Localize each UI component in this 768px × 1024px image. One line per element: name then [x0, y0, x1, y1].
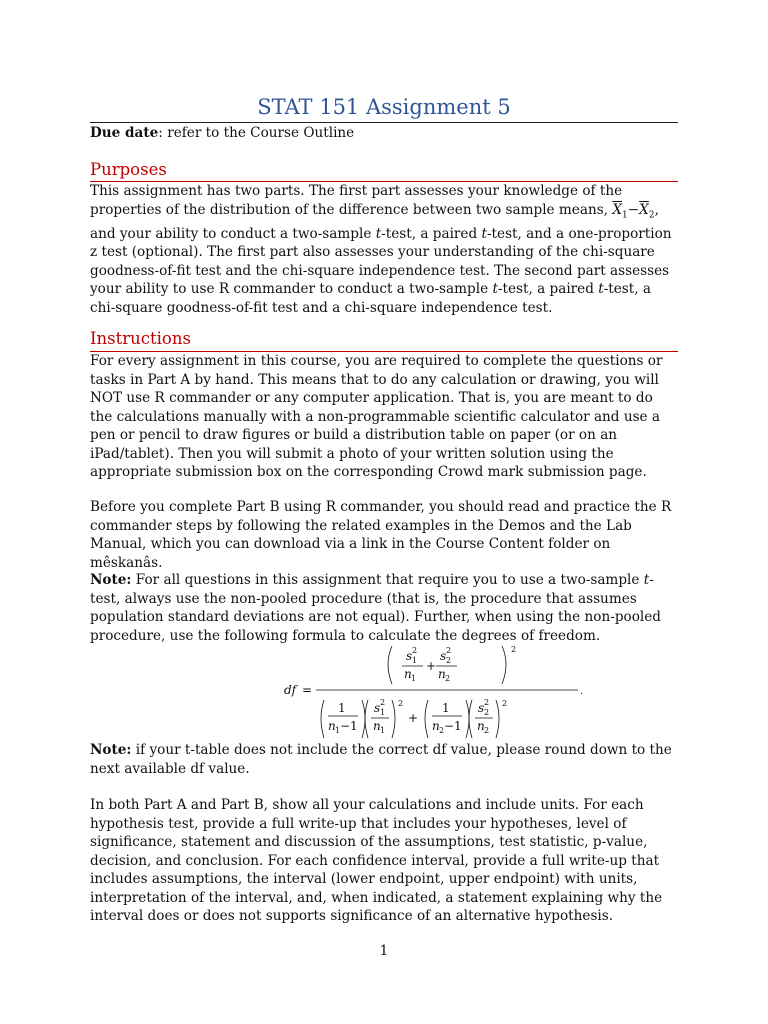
svg-text:2: 2 [484, 698, 490, 707]
numerator-n2: n [438, 667, 446, 681]
numerator-outer-exponent: 2 [511, 645, 517, 654]
svg-text:1: 1 [411, 674, 417, 683]
instructions-paragraph-2: Before you complete Part B using R commander, you should read and practice the R commander steps by following the related examples in the Demos and the Lab Manual, which you can download via a link in the Course Content folder on mêskanâs. [90, 499, 672, 571]
svg-text:2: 2 [446, 656, 452, 665]
svg-text:2: 2 [446, 646, 452, 655]
svg-text:n: n [477, 719, 485, 733]
purposes-text-4: -test, and a one-proportion z test (optional). The first part also assesses your understanding of the chi-square goodness-of-fit test and the chi-square independence test. The second part assesses your ability to use R commander to conduct a two-sample [90, 225, 672, 298]
page-title: STAT 151 Assignment 5 [257, 95, 511, 119]
svg-text:2: 2 [439, 726, 445, 735]
instructions-paragraph-3: In both Part A and Part B, show all your calculations and include units. For each hypothesis test, provide a full write-up that includes your hypotheses, level of significance, statement and discussion of the assumptions, test statistic, p-value, decision, and conclusion. For each confidence interval, provide a full write-up that includes assumptions, the interval (lower endpoint, upper endpoint) with units, interpretation of the interval, and, when indicated, a statement explaining why the interval does or does not supports significance of an alternative hypothesis. [90, 797, 663, 924]
note-paragraph-2 [90, 741, 678, 778]
note-2-text: if your t-table does not include the correct df value, please round down to the next available df value. [90, 742, 672, 777]
svg-text:2: 2 [502, 699, 508, 708]
note-1-text-a: For all questions in this assignment that require you to use a two-sample [131, 572, 644, 588]
formula-numerator [388, 645, 516, 684]
purposes-heading: Purposes [90, 160, 167, 179]
svg-text:n: n [373, 719, 381, 733]
page-number: 1 [379, 943, 389, 959]
purposes-text-2: , and your ability to conduct a two-sample [90, 201, 659, 242]
title-divider [90, 122, 678, 123]
instructions-heading: Instructions [90, 329, 191, 348]
svg-text:1: 1 [338, 701, 346, 715]
degrees-of-freedom-formula [280, 642, 590, 742]
formula-equals: = [302, 683, 313, 697]
note-label: Note: [90, 742, 132, 758]
svg-text:+: + [426, 659, 437, 673]
t-italic: t [375, 225, 382, 242]
purposes-text-3: -test, a paired [381, 225, 482, 242]
due-date-text: : refer to the Course Outline [158, 125, 355, 141]
numerator-s2: s [440, 649, 447, 663]
svg-text:+: + [408, 711, 419, 725]
svg-text:2: 2 [484, 726, 490, 735]
note-paragraph-1 [90, 571, 678, 645]
xbar-difference: $\overline{X}_1-\overline{X}_2$ [612, 201, 655, 221]
note-label: Note: [90, 572, 132, 588]
instructions-paragraph-1: For every assignment in this course, you are required to complete the questions or tasks in Part A by hand. This means that to do any calculation or drawing, you will NOT use R commander or any computer application. That is, you are meant to do the calculations manually with a non-programmable scientific calculator and use a pen or pencil to draw figures or build a distribution table on paper (or on an iPad/tablet). Then you will submit a photo of your written solution using the appropriate submission box on the corresponding Crowd mark submission page. [90, 353, 663, 480]
numerator-s1: s [406, 649, 413, 663]
svg-text:2: 2 [398, 699, 404, 708]
svg-text:2: 2 [412, 646, 418, 655]
svg-text:1: 1 [442, 701, 450, 715]
t-italic: t [643, 572, 650, 588]
svg-text:2: 2 [380, 698, 386, 707]
svg-text:−1: −1 [444, 719, 462, 733]
purposes-text-1: This assignment has two parts. The first part assesses your knowledge of the properties of the distribution of the difference between two sample means, [90, 183, 623, 218]
purposes-paragraph [90, 182, 678, 317]
formula-lhs: df [284, 683, 297, 697]
svg-text:.: . [580, 686, 584, 697]
purposes-text-6: -test, a chi-square goodness-of-fit test and a chi-square independence test. [90, 281, 651, 316]
svg-text:1: 1 [380, 708, 386, 717]
svg-text:n: n [432, 719, 440, 733]
svg-text:s: s [478, 701, 485, 715]
t-italic: t [492, 281, 498, 298]
t-italic: t [481, 225, 487, 242]
svg-text:2: 2 [445, 674, 451, 683]
numerator-n1: n [404, 667, 412, 681]
svg-text:s: s [374, 701, 381, 715]
due-date-line [90, 124, 678, 143]
svg-text:n: n [328, 719, 336, 733]
note-1-text-b: -test, always use the non-pooled procedure (that is, the procedure that assumes population standard deviations are not equal). Further, when using the non-pooled procedure, use the following formula to calculate the degrees of freedom. [90, 572, 662, 644]
svg-text:1: 1 [412, 656, 418, 665]
formula-denominator [321, 698, 507, 738]
due-date-label: Due date [90, 125, 159, 141]
svg-text:1: 1 [335, 726, 341, 735]
svg-text:−1: −1 [340, 719, 358, 733]
svg-text:2: 2 [484, 708, 490, 717]
purposes-text-5: -test, a paired [497, 281, 599, 298]
t-italic: t [598, 281, 604, 298]
svg-text:1: 1 [380, 726, 386, 735]
